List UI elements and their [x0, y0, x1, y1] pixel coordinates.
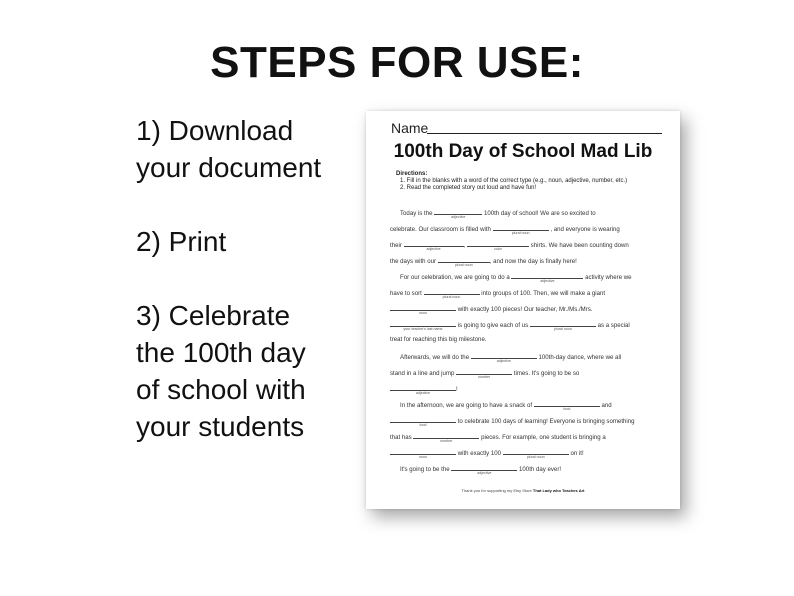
step-celebrate: 3) Celebrate the 100th day of school with your students [136, 300, 306, 442]
blank-hint: number [440, 439, 453, 443]
blank [471, 352, 537, 363]
blank-hint: plural noun [442, 295, 461, 299]
story-text: with exactly 100 [457, 450, 502, 457]
blank [413, 432, 479, 443]
directions [396, 171, 666, 192]
story-text: , [463, 242, 466, 249]
story-text: to celebrate 100 days of learning! Everyone is bringing something [457, 418, 635, 425]
blank-hint: noun [419, 455, 427, 459]
blank [467, 240, 529, 251]
story-text: with exactly 100 pieces! Our teacher, Mr./Ms./Mrs. [457, 306, 593, 313]
story-text: shirts. We have been counting down [530, 242, 629, 249]
story-text: their [390, 242, 402, 249]
story-line [390, 256, 577, 265]
story-text: times. It's going to be so [513, 370, 580, 377]
story-text: stand in a line and jump [390, 370, 455, 377]
story-line [390, 320, 630, 329]
blank-hint: adjective [540, 279, 555, 283]
story-line [400, 400, 612, 409]
worksheet-preview [366, 111, 680, 509]
blank-hint: plural noun [553, 327, 572, 331]
blank [390, 448, 456, 459]
story-text: ! [456, 386, 458, 393]
story-text: treat for reaching this big milestone. [390, 336, 487, 343]
story-text: that has [390, 434, 412, 441]
name-row [391, 120, 656, 136]
story-line [400, 464, 561, 473]
blank-hint: adjective [496, 359, 511, 363]
blank-hint: adjective [415, 391, 431, 395]
story-text: as a special [597, 322, 630, 329]
step-print: 2) Print [136, 226, 227, 257]
story-text: It's going to be the [400, 466, 450, 473]
blank [434, 208, 482, 219]
blank [424, 288, 480, 299]
story-text: Today is the [400, 210, 433, 217]
story-text: and [601, 402, 612, 409]
blank [390, 384, 456, 395]
directions-heading: Directions: [396, 171, 428, 177]
blank [390, 320, 456, 331]
story-line [390, 448, 584, 457]
story-text: celebrate. Our classroom is filled with [390, 226, 491, 233]
blank [534, 400, 600, 411]
name-label: Name [391, 120, 429, 136]
story-line [390, 416, 635, 425]
story-text: 100th-day dance, where we all [538, 354, 622, 361]
story-line [390, 368, 579, 377]
story-line [390, 240, 629, 249]
story-line [390, 304, 593, 313]
story-line [400, 272, 632, 281]
blank-hint: your teacher's last name [403, 327, 443, 331]
story-line [400, 352, 621, 361]
story-line [390, 288, 605, 297]
blank-hint: noun [419, 311, 427, 315]
step-download: 1) Download your document [136, 115, 322, 183]
worksheet-footer [366, 488, 680, 493]
story-text: Afterwards, we will do the [400, 354, 470, 361]
story-line [390, 432, 606, 441]
blank [390, 416, 456, 427]
blank [404, 240, 464, 251]
story-text: on it! [570, 450, 584, 457]
name-line [427, 133, 662, 134]
blank [456, 368, 512, 379]
blank-hint: plural noun [454, 263, 473, 267]
blank [438, 256, 490, 267]
blank [511, 272, 583, 283]
story-text: the days with our [390, 258, 437, 265]
story-line [390, 384, 458, 393]
direction-item: 1. Fill in the blanks with a word of the correct type (e.g., noun, adjective, number, etc.) [400, 178, 628, 184]
blank-hint: adjective [477, 471, 492, 475]
blank-hint: plural noun [511, 231, 530, 235]
story-text: 100th day of school! We are so excited to [483, 210, 596, 217]
story-text: , and everyone is wearing [550, 226, 620, 233]
blank-hint: plural noun [526, 455, 545, 459]
worksheet-title: 100th Day of School Mad Lib [393, 141, 653, 162]
story-text: For our celebration, we are going to do a [400, 274, 510, 281]
story-text: 100th day ever! [519, 466, 562, 473]
blank-hint: adjective [426, 247, 441, 251]
blank-hint: color [494, 247, 502, 251]
blank [493, 224, 549, 235]
blank-hint: food [419, 423, 427, 427]
blank-hint: adjective [451, 215, 466, 219]
blank-hint: food [563, 407, 571, 411]
footer-text: Thank you for supporting my Etsy Store [461, 488, 532, 493]
story-text: into groups of 100. Then, we will make a giant [481, 290, 606, 297]
blank [451, 464, 517, 475]
footer-brand: That Lady who Teaches Art [532, 488, 585, 493]
blank [530, 320, 596, 331]
story-text: have to sort [390, 290, 422, 297]
story-line [390, 224, 620, 233]
steps-list [136, 112, 351, 445]
story-text: is going to give each of us [457, 322, 529, 329]
direction-item: 2. Read the completed story out loud and have fun! [400, 185, 537, 191]
story-text: activity where we [585, 274, 632, 281]
blank [503, 448, 569, 459]
blank-hint: number [477, 375, 491, 379]
story-line [390, 336, 487, 343]
page-heading: STEPS FOR USE: [210, 38, 584, 87]
story-text: In the afternoon, we are going to have a snack of [400, 402, 533, 409]
story-text: pieces. For example, one student is bringing a [481, 434, 606, 441]
story-text: , and now the day is finally here! [489, 258, 577, 265]
blank [390, 304, 456, 315]
story-line [400, 208, 596, 217]
